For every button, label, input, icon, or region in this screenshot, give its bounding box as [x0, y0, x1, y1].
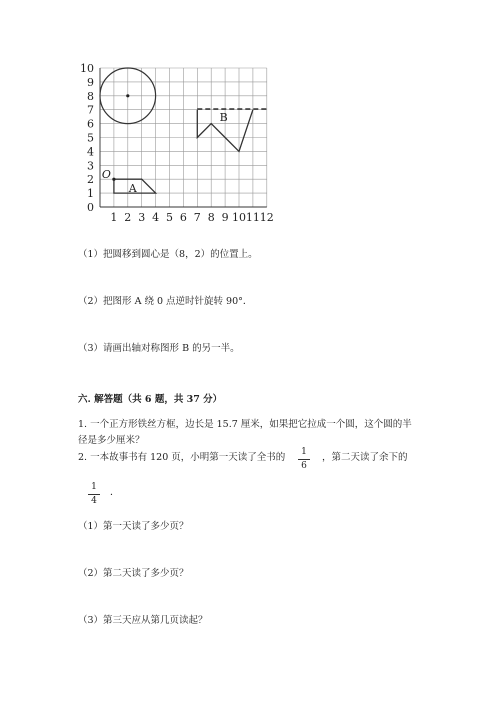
y-tick-label: 5 [87, 131, 94, 145]
y-tick-label: 4 [87, 145, 94, 159]
point-o-dot [112, 178, 115, 181]
y-tick-label: 1 [87, 187, 94, 201]
shape-a-label: A [128, 181, 137, 195]
question-5-1: （1）把圆移到圆心是（8，2）的位置上。 [78, 249, 258, 260]
question-5-2: （2）把图形 A 绕 0 点逆时针旋转 90°． [78, 296, 253, 307]
question-5-3: （3）请画出轴对称图形 B 的另一半。 [78, 343, 240, 354]
problem-1-line-2: 径是多少厘米？ [78, 435, 145, 446]
y-tick-label: 2 [87, 173, 94, 187]
x-tick-label: 5 [166, 211, 173, 223]
x-tick-label: 9 [221, 211, 229, 223]
problem-2-sub-2: （2）第二天读了多少页？ [78, 568, 189, 579]
y-tick-label: 9 [87, 75, 94, 89]
section-6-heading: 六. 解答题（共 6 题，共 37 分） [78, 394, 223, 405]
problem-2-sub-3: （3）第三天应从第几页读起？ [78, 615, 208, 626]
x-tick-label: 4 [152, 211, 160, 223]
circle-center-dot [126, 94, 129, 97]
y-tick-label: 7 [87, 103, 94, 117]
fraction-numerator: 1 [88, 482, 100, 495]
y-tick-label: 3 [87, 159, 94, 173]
problem-2-sub-1: （1）第一天读了多少页？ [78, 521, 189, 532]
x-tick-label: 2 [124, 211, 132, 223]
shape-b-label: B [219, 110, 228, 124]
y-tick-label: 10 [80, 62, 94, 75]
y-tick-label: 6 [87, 117, 94, 131]
problem-2-text-part-1: 2. 一本故事书有 120 页，小明第一天读了全书的 [78, 452, 286, 463]
fraction-one-sixth [298, 447, 310, 472]
fraction-denominator: 6 [301, 461, 307, 471]
x-tick-label: 6 [179, 211, 187, 223]
problem-2-text-part-2: ，第二天读了余下的 [322, 452, 408, 463]
x-tick-label: 3 [138, 211, 146, 223]
fraction-one-quarter [88, 482, 100, 507]
y-tick-label: 8 [87, 89, 94, 103]
x-tick-label: 1 [110, 211, 118, 223]
grid-svg [70, 58, 280, 223]
x-tick-label: 10 [232, 211, 246, 223]
coordinate-grid-figure [70, 58, 280, 223]
fraction-denominator: 4 [91, 496, 97, 506]
x-tick-label: 8 [207, 211, 215, 223]
point-o-label: O [101, 168, 111, 182]
x-tick-label: 11 [245, 211, 260, 223]
x-tick-label: 12 [259, 211, 274, 223]
problem-1-line-1: 1. 一个正方形铁丝方框，边长是 15.7 厘米，如果把它拉成一个圆，这个圆的半 [78, 419, 412, 430]
x-tick-label: 7 [193, 211, 201, 223]
fraction-numerator: 1 [298, 447, 310, 460]
problem-2-end-mark: ． [110, 487, 120, 498]
y-tick-label: 0 [87, 201, 94, 214]
